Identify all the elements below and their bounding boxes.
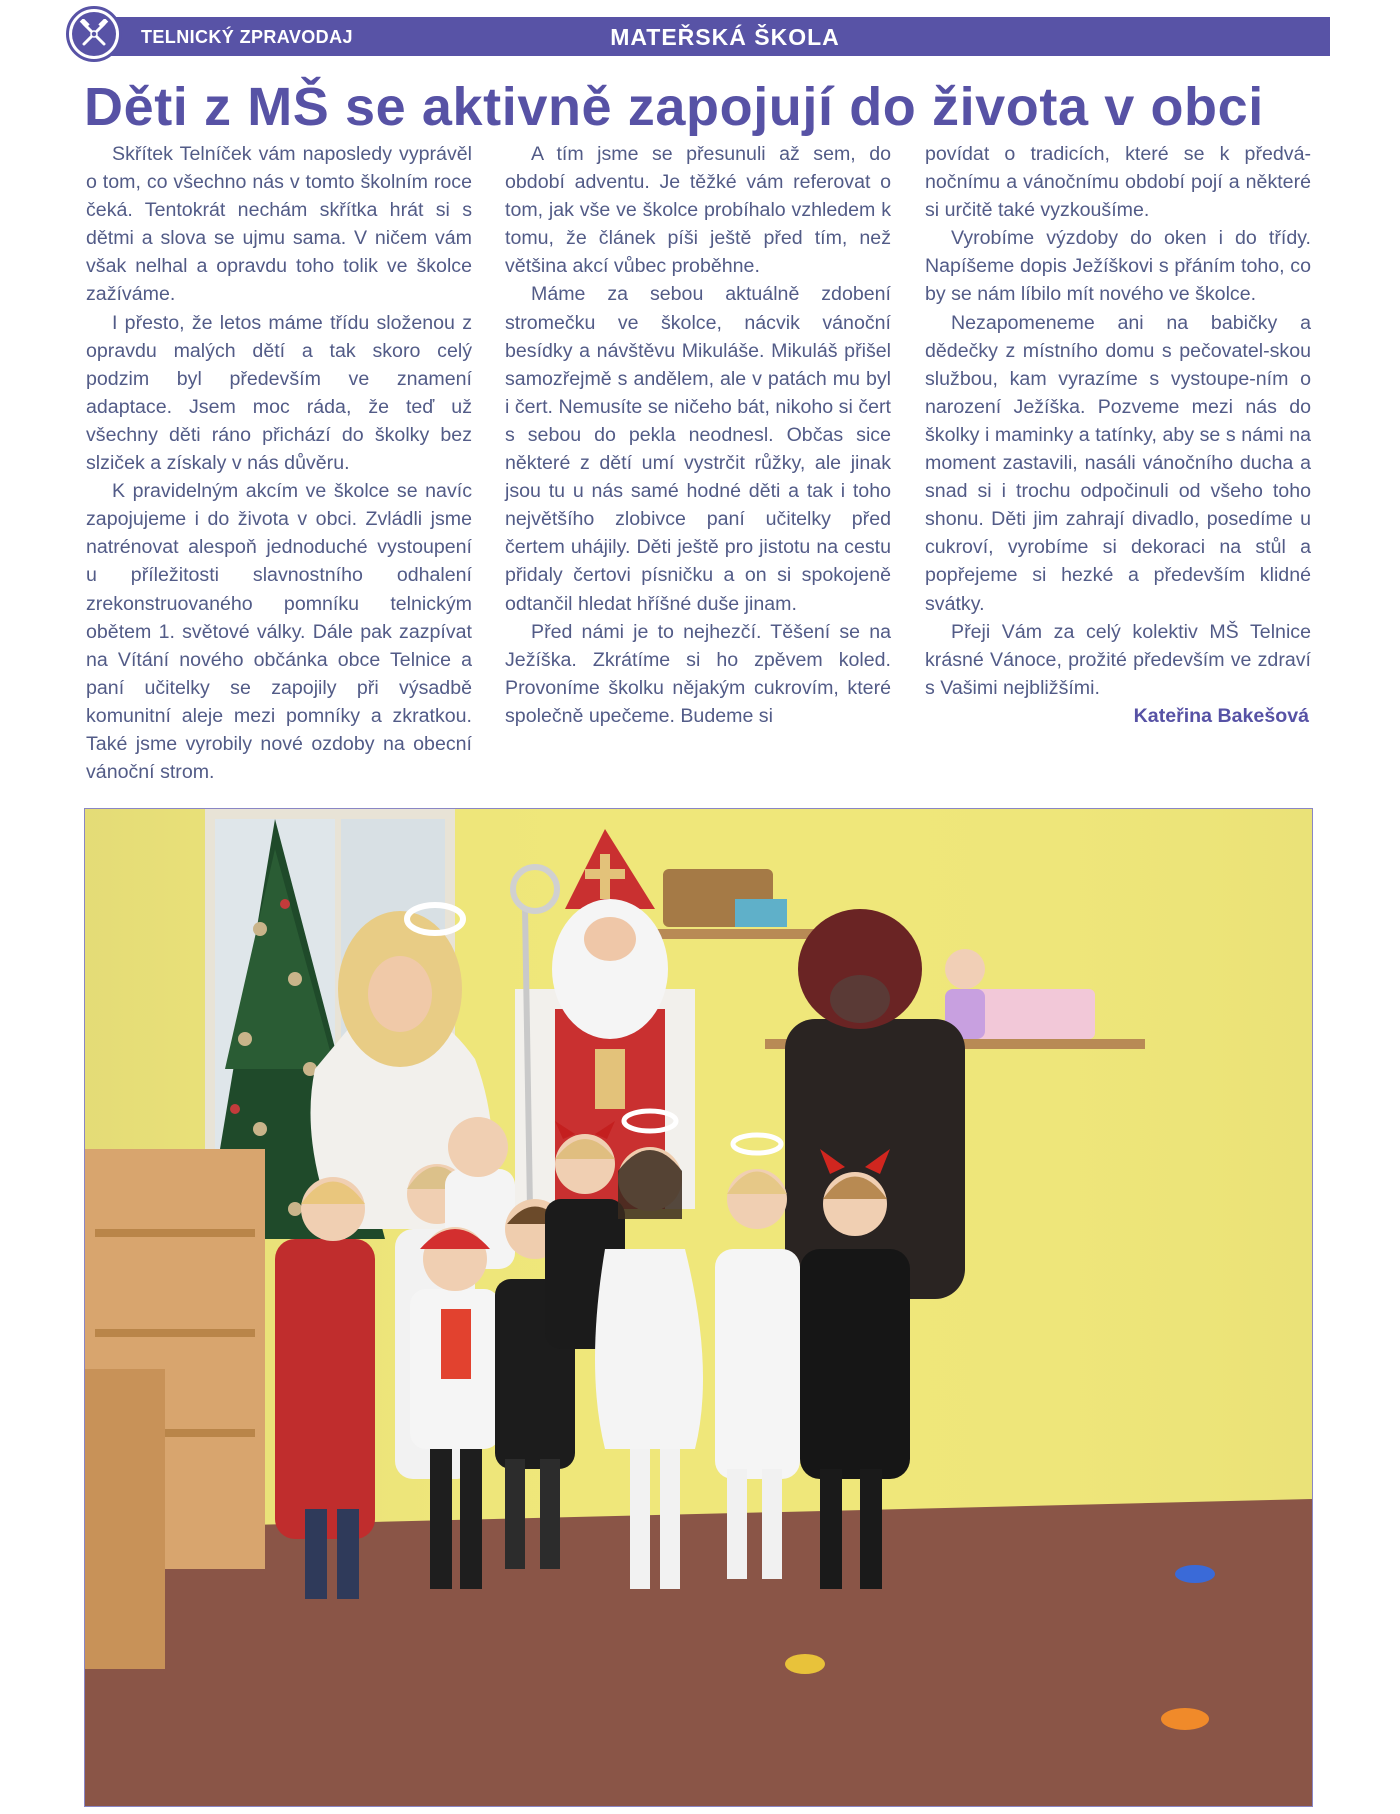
article-column-1 (86, 140, 472, 786)
newsletter-name: TELNICKÝ ZPRAVODAJ (141, 27, 353, 47)
article-column-2 (505, 140, 891, 730)
article-paragraph: A tím jsme se přesunuli až sem, do období adventu. Je těžké vám referovat o tom, jak vše ve školce probíhalo vzhledem k tomu, že článek píši ještě před tím, než většina akcí vůbec proběhne. (505, 143, 891, 278)
article-paragraph: Před námi je to nejhezčí. Těšení se na Ježíška. Zkrátíme si ho zpěvem koled. Provoníme školku nějakým cukrovím, které společně upečeme. Budeme si (505, 620, 891, 727)
article-paragraph: Máme za sebou aktuálně zdobení stromečku ve školce, nácvik vánoční besídky a návštěvu Mikuláše. Mikuláš přišel samozřejmě s andělem, ale v patách mu byl i čert. Nemusíte se ničeho bát, nikoho si čert s sebou do pekla neodnesl. Občas sice některé z dětí umí vystrčit růžky, ale jinak jsou tu u nás samé hodné děti a tak i toho největšího zlobivce paní učitelky před čertem uhájily. Děti ještě pro jistotu na cestu přidaly čertovi písničku a on si spokojeně odtančil hledat hříšné duše jinam. (505, 283, 891, 615)
article-paragraph: Skřítek Telníček vám naposledy vyprávěl o tom, co všechno nás v tomto školním roce čeká. Tentokrát nechám skřítka hrát si s dětmi a slova se ujmu sama. V ničem vám však nelhal a opravdu toho tolik ve školce zažíváme. (86, 143, 472, 306)
article-paragraph: Nezapomeneme ani na babičky a dědečky z místního domu s pečovatel-skou službou, kam vyrazíme s vystoupe-ním o narození Ježíška. Pozveme mezi nás do školky i maminky a tatínky, aby se s námi na moment zastavili, nasáli vánočního ducha a snad si i trochu odpočinuli od všeho toho shonu. Děti jim zahrají divadlo, posedíme u cukroví, vyrobíme si dekoraci na stůl a popřejeme si hezké a především klidné svátky. (925, 311, 1311, 615)
article-headline: Děti z MŠ se aktivně zapojují do života v obci (84, 77, 1264, 137)
article-author: Kateřina Bakešová (1133, 704, 1309, 727)
article-paragraph: povídat o tradicích, které se k předvá-nočnímu a vánočnímu období pojí a některé si určitě také vyzkoušíme. (925, 143, 1311, 222)
logo (66, 6, 122, 62)
article-paragraph: Vyrobíme výzdoby do oken i do třídy. Napíšeme dopis Ježíškovi s přáním toho, co by se nám líbilo mít nového ve školce. (925, 227, 1311, 306)
article-paragraph: Přeji Vám za celý kolektiv MŠ Telnice krásné Vánoce, prožité především ve zdraví s Vašimi nejbližšími. (925, 620, 1311, 699)
article-photo (84, 808, 1313, 1807)
crest-icon (72, 12, 116, 56)
article-column-3 (925, 140, 1311, 730)
article-paragraph: K pravidelným akcím ve školce se navíc zapojujeme i do života v obci. Zvládli jsme natrénovat alespoň jednoduché vystoupení u příležitosti slavnostního odhalení zrekonstruovaného pomníku telnickým obětem 1. světové války. Dále pak zazpívat na Vítání nového občánka obce Telnice a paní učitelky se zapojily při výsadbě komunitní aleje mezi pomníky a zkratkou. Také jsme vyrobily nové ozdoby na obecní vánoční strom. (86, 480, 472, 784)
classroom-floor (85, 1499, 1312, 1806)
photo-illustration (85, 809, 1312, 1806)
article-paragraph: I přesto, že letos máme třídu složenou z opravdu malých dětí a tak skoro celý podzim byl především ve znamení adaptace. Jsem moc ráda, že teď už všechny děti ráno přichází do školky bez slziček a získaly v nás důvěru. (86, 311, 472, 475)
section-title: MATEŘSKÁ ŠKOLA (610, 24, 840, 50)
